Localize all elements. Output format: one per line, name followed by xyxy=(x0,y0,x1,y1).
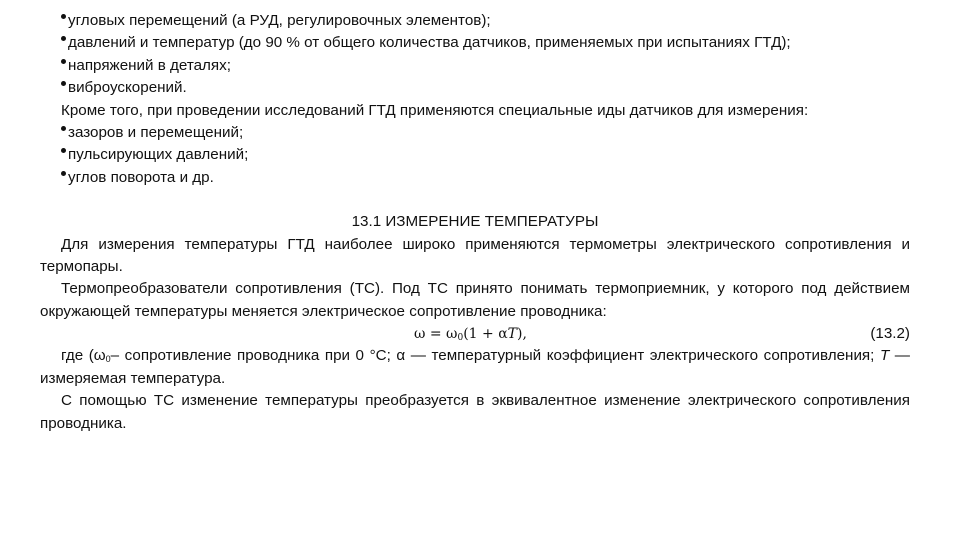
paragraph-resistance-thermometers: Термопреобразователи сопротивления (ТС). Под ТС принято понимать термоприемник, у которого под действием окружающей температуры меняется электрическое сопротивление проводника: xyxy=(40,280,910,320)
bullet-item xyxy=(40,77,910,99)
bullet-dot-icon xyxy=(61,81,66,86)
equation-number: (13.2) xyxy=(870,325,910,343)
bullet-text: углов поворота и др. xyxy=(68,168,214,186)
paragraph-where: где ($\omega_0-$ сопротивление проводника при 0 °С; α — температурный коэффициент электрического сопротивления; T — измеряемая температура. xyxy=(40,347,910,387)
bullet-item xyxy=(40,32,910,54)
paragraph-special-sensors: Кроме того, при проведении исследований ГТД применяются специальные иды датчиков для измерения: xyxy=(61,101,809,119)
bullet-text: зазоров и перемещений; xyxy=(68,124,244,142)
bullet-dot-icon xyxy=(61,171,66,176)
bullet-dot-icon xyxy=(61,126,66,131)
bullet-dot-icon xyxy=(61,36,66,41)
bullet-item xyxy=(40,144,910,166)
document-page xyxy=(40,10,910,435)
formula: $\omega = \omega_0(1 + \alpha T)$, xyxy=(414,326,527,344)
paragraph-conversion: С помощью ТС изменение температуры преобразуется в эквивалентное изменение электрического сопротивления проводника. xyxy=(40,392,910,432)
bullet-text: виброускорений. xyxy=(68,79,187,97)
bullet-item xyxy=(40,122,910,144)
bullet-item xyxy=(40,10,910,32)
section-heading: 13.1 ИЗМЕРЕНИЕ ТЕМПЕРАТУРЫ xyxy=(351,213,599,231)
bullet-text: угловых перемещений (а РУД, регулировочных элементов); xyxy=(68,12,491,29)
bullet-text: пульсирующих давлений; xyxy=(68,146,249,164)
bullet-dot-icon xyxy=(61,59,66,64)
equation-line xyxy=(40,323,910,345)
bullet-item xyxy=(40,55,910,77)
paragraph-methods: Для измерения температуры ГТД наиболее широко применяются термометры электрического сопротивления и термопары. xyxy=(40,235,910,276)
bullet-text: напряжений в деталях; xyxy=(68,56,231,74)
bullet-item xyxy=(40,167,910,189)
bullet-text: давлений и температур (до 90 % от общего количества датчиков, применяемых при испытаниях ГТД); xyxy=(68,34,791,52)
bullet-dot-icon xyxy=(61,148,66,153)
bullet-dot-icon xyxy=(61,14,66,19)
